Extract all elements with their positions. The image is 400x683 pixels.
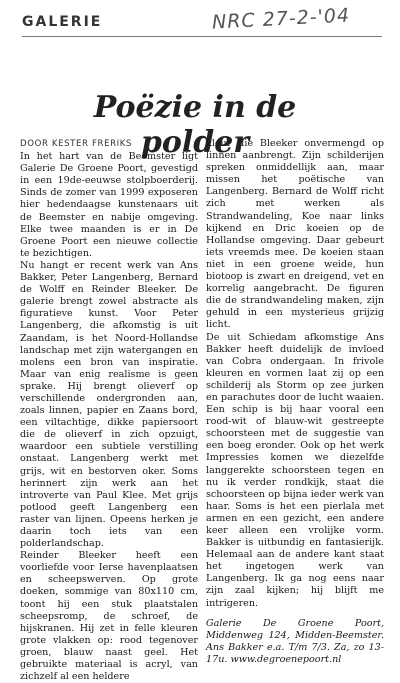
paragraph: Reinder Bleeker heeft een voorliefde voor Ierse havenplaatsen en scheepswerven. Op grote doeken, sommige van 80x110 cm, toont hij een stuk plaatstalen scheepsromp, de schroef, de hijskranen. Hij zet in felle kleuren grote vlakken op: rood tegenover groen, blauw naast geel. Het gebruikte materiaal is acryl, van zichzelf al een heldere bbox=[20, 550, 198, 683]
paragraph: kleur die Bleeker onvermengd op linnen aanbrengt. Zijn schilderijen spreken onmiddellijk aan, maar missen het poëtische van Langenberg. Bernard de Wolff richt zich met werken als Strandwandeling, Koe naar links kijkend en Dric koeien op de Hollandse omgeving. Daar gebeurt iets vreemds mee. De koeien staan niet in een groene weide, hun biotoop is zwart en dreigend, vet en korrelig aangebracht. De figuren die de strandwandeling maken, zijn gehuld in een mysterieus grijzig licht. bbox=[206, 138, 384, 331]
paragraph: Nu hangt er recent werk van Ans Bakker, Peter Langenberg, Bernard de Wolff en Reinder Bleeker. De galerie brengt zowel abstracte als figuratieve kunst. Voor Peter Langenberg, die afkomstig is uit Zaandam, is het Noord-Hollandse landschap met zijn watergangen en molens een bron van inspiratie. Maar van enig realisme is geen sprake. Hij brengt olieverf op verschillende ondergronden aan, zoals linnen, papier en Zaans bord, een viltachtige, dikke papiersoort die de olieverf in zich opzuigt, waardoor een subtiele verstilling onstaat. Langenberg werkt met grijs, wit en bestorven oker. Soms herinnert zijn werk aan het introverte van Paul Klee. Met grijs potlood geeft Langenberg een raster van lijnen. Opeens herken je daarin toch iets van een polderlandschap. bbox=[20, 259, 198, 550]
section-label: GALERIE bbox=[22, 14, 103, 30]
section-divider bbox=[22, 36, 382, 37]
paragraph: In het hart van de Beemster ligt Galerie De Groene Poort, gevestigd in een 19de-eeuwse stolpboerderij. Sinds de zomer van 1999 exposeren hier hedendaagse kunstenaars uit de Beemster en nabije omgeving. Elke twee maanden is er in De Groene Poort een nieuwe collectie te bezichtigen. bbox=[20, 151, 198, 259]
article-byline: DOOR KESTER FRERIKS bbox=[20, 139, 133, 149]
exhibition-info: Galerie De Groene Poort, Middenweg 124, Midden-Beemster. Ans Bakker e.a. T/m 7/3. Za, zo 13-17u. www.degroenepoort.nl bbox=[206, 617, 384, 665]
article-headline: Poëzie in de polder bbox=[93, 90, 297, 160]
paragraph: De uit Schiedam afkomstige Ans Bakker heeft duidelijk de invloed van Cobra ondergaan. In frivole kleuren en vormen laat zij op een schilderij als Storm op zee jurken en parachutes door de lucht waaien. Een schip is bij haar vooral een rood-wit of blauw-wit gestreepte schoorsteen met de suggestie van een boeg eronder. Ook op het werk Impressies komen we diezelfde langgerekte schoorsteen tegen en nu ik verder rondkijk, staat die schoorsteen op bijna ieder werk van haar. Soms is het een pierlala met armen en een gezicht, een andere keer alleen een vrolijke vorm. Bakker is uitbundig en fantasierijk. Helemaal aan de andere kant staat het ingetogen werk van Langenberg. Ik ga nog eens naar zijn zaal kijken; hij blijft me intrigeren. bbox=[206, 331, 384, 609]
handwritten-date-note: NRC 27-2-'04 bbox=[211, 4, 351, 34]
article-column-left bbox=[20, 138, 198, 683]
article-column-right bbox=[206, 138, 384, 666]
